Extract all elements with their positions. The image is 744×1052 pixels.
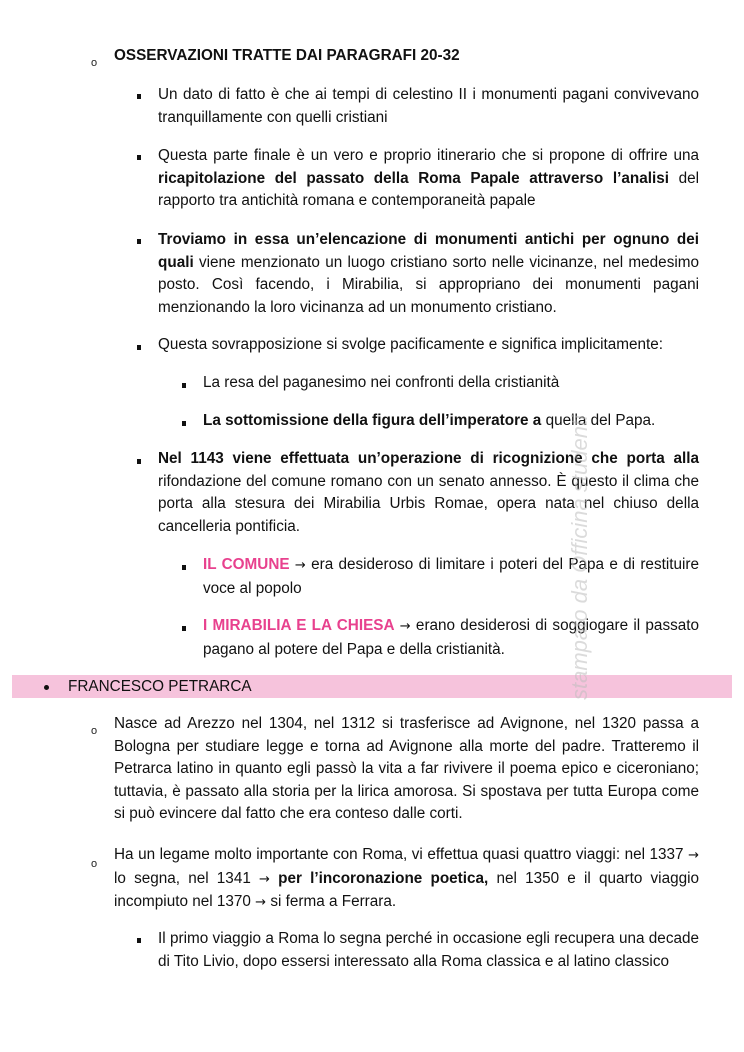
square-bullet-icon — [137, 94, 141, 99]
square-bullet-icon — [137, 345, 141, 350]
arrow-right-icon: → — [255, 895, 267, 910]
observation-item: Troviamo in essa un’elencazione di monumenti antichi per ognuno dei quali viene menzionato un luogo cristiano sorto nelle vicinanze, nel medesimo posto. Così facendo, i Mirabilia, si appropriano dei monumenti pagani menzionando la loro vicinanza ad un monumento cristiano. — [158, 231, 699, 316]
dot-bullet-icon — [44, 685, 49, 690]
arrow-right-icon: → — [688, 848, 699, 863]
square-bullet-icon — [137, 459, 141, 464]
watermark: stampato da Officina studenti — [567, 415, 592, 700]
observation-item: Un dato di fatto è che ai tempi di celestino II i monumenti pagani convivevano tranquillamente con quelli cristiani — [158, 86, 699, 126]
sub-item: IL COMUNE → era desideroso di limitare i poteri del Papa e di restituire voce al popolo — [203, 556, 699, 597]
petrarca-paragraph: Ha un legame molto importante con Roma, vi effettua quasi quattro viaggi: nel 1337 → lo segna, nel 1341 → per l’incoronazione poetica, nel 1350 e il quarto viaggio incompiuto nel 1370 → si ferma a Ferrara. — [114, 846, 700, 910]
arrow-right-icon: → — [399, 619, 411, 634]
circle-bullet-icon: o — [91, 57, 98, 69]
arrow-right-icon: → — [294, 558, 306, 573]
square-bullet-icon — [182, 421, 186, 426]
section-title: FRANCESCO PETRARCA — [68, 678, 252, 695]
square-bullet-icon — [137, 938, 141, 943]
square-bullet-icon — [182, 383, 186, 388]
petrarca-paragraph: Nasce ad Arezzo nel 1304, nel 1312 si trasferisce ad Avignone, nel 1320 passa a Bologna per studiare legge e torna ad Avignone alla morte del padre. Tratteremo il Petrarca latino in quanto egli passò la vita a far rivivere il poema epico e ciceroniano; tuttavia, è passato alla storia per la lirica amorosa. Si spostava per tutta Europa come si può evincere dal fatto che era conteso dalle corti. — [114, 715, 699, 822]
observation-item: Nel 1143 viene effettuata un’operazione di ricognizione che porta alla rifondazione del comune romano con un senato annesso. È questo il clima che porta alla stesura dei Mirabilia Urbis Romae, opera nata nel chiuso della cancelleria pontificia. — [158, 450, 699, 535]
square-bullet-icon — [137, 239, 141, 244]
arrow-right-icon: → — [259, 871, 270, 887]
circle-bullet-icon: o — [91, 858, 98, 870]
observations-heading: OSSERVAZIONI TRATTE DAI PARAGRAFI 20-32 — [114, 47, 460, 64]
square-bullet-icon — [182, 626, 186, 631]
sub-item: I MIRABILIA E LA CHIESA → erano desiderosi di soggiogare il passato pagano al potere del Papa e della cristianità. — [203, 617, 699, 658]
sub-item: La sottomissione della figura dell’imperatore a quella del Papa. — [203, 412, 656, 429]
observation-item: Questa parte finale è un vero e proprio itinerario che si propone di offrire una ricapitolazione del passato della Roma Papale attraverso l’analisi del rapporto tra antichità romana e contemporaneità papale — [158, 147, 699, 209]
petrarca-sub-item: Il primo viaggio a Roma lo segna perché in occasione egli recupera una decade di Tito Livio, dopo essersi interessato alla Roma classica e al latino classico — [158, 930, 699, 970]
square-bullet-icon — [182, 565, 186, 570]
observation-item: Questa sovrapposizione si svolge pacificamente e significa implicitamente: — [158, 336, 664, 353]
sub-item: La resa del paganesimo nei confronti della cristianità — [203, 374, 560, 391]
square-bullet-icon — [137, 155, 141, 160]
circle-bullet-icon: o — [91, 725, 98, 737]
